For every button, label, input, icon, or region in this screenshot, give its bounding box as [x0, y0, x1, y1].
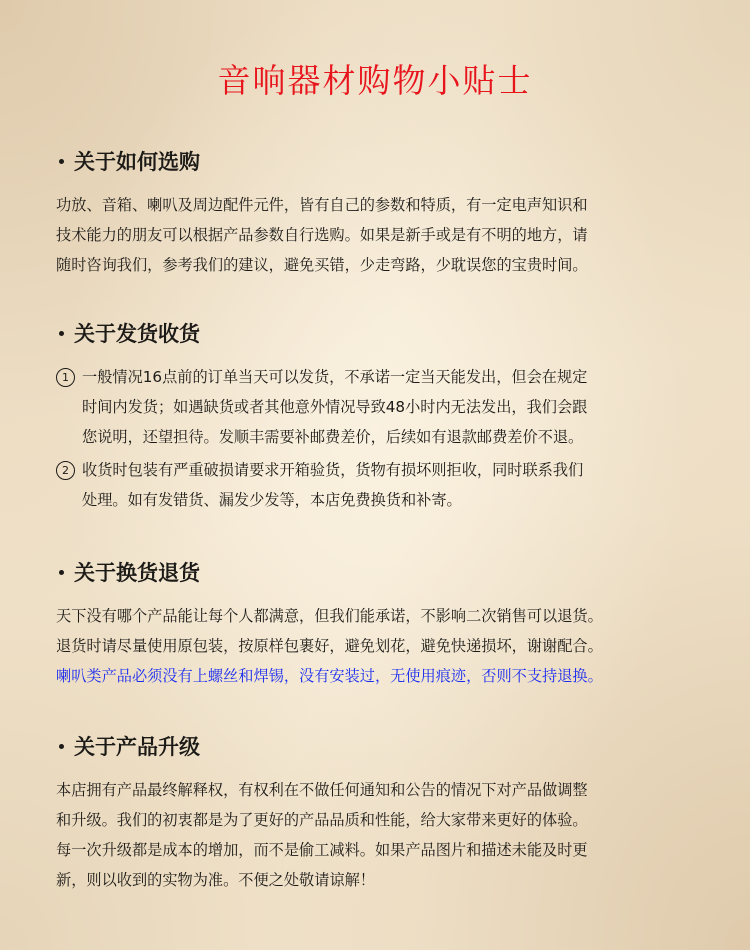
section-paragraph [56, 601, 706, 691]
section-heading-text: 关于如何选购 [74, 150, 200, 174]
section-heading [56, 318, 706, 350]
section-shipping [56, 318, 706, 515]
paragraph-line: 退货时请尽量使用原包装，按原样包裹好，避免划花，避免快递损坏，谢谢配合。 [56, 637, 603, 655]
section-paragraph [56, 775, 706, 895]
section-heading [56, 731, 706, 763]
section-heading [56, 146, 706, 178]
paragraph-line: 和升级。我们的初衷都是为了更好的产品品质和性能，给大家带来更好的体验。 [56, 811, 588, 829]
list-item-line: 您说明，还望担待。发顺丰需要补邮费差价，后续如有退款邮费差价不退。 [82, 428, 584, 446]
paragraph-line: 每一次升级都是成本的增加，而不是偷工减料。如果产品图片和描述未能及时更 [56, 841, 588, 859]
section-heading-text: 关于换货退货 [74, 561, 200, 585]
section-paragraph [56, 190, 706, 280]
list-item-line: 处理。如有发错货、漏发少发等，本店免费换货和补寄。 [82, 491, 462, 509]
highlight-notice: 喇叭类产品必须没有上螺丝和焊锡，没有安装过，无使用痕迹，否则不支持退换。 [56, 667, 603, 685]
section-how-to-buy [56, 146, 706, 280]
paragraph-line: 新，则以收到的实物为准。不便之处敬请谅解！ [56, 871, 375, 889]
section-heading-text: 关于发货收货 [74, 322, 200, 346]
list-item [56, 362, 706, 452]
circled-number-icon: 2 [56, 461, 75, 480]
section-heading [56, 557, 706, 589]
paragraph-line: 随时咨询我们，参考我们的建议，避免买错，少走弯路，少耽误您的宝贵时间。 [56, 256, 588, 274]
paragraph-line: 技术能力的朋友可以根据产品参数自行选购。如果是新手或是有不明的地方，请 [56, 226, 588, 244]
list-item-line: 收货时包装有严重破损请要求开箱验货，货物有损坏则拒收，同时联系我们 [82, 461, 584, 479]
paragraph-line: 本店拥有产品最终解释权，有权利在不做任何通知和公告的情况下对产品做调整 [56, 781, 588, 799]
section-heading-text: 关于产品升级 [74, 735, 200, 759]
list-item [56, 455, 706, 515]
bullet-dot-icon [59, 744, 64, 749]
paragraph-line: 天下没有哪个产品能让每个人都满意，但我们能承诺，不影响二次销售可以退货。 [56, 607, 603, 625]
bullet-dot-icon [59, 331, 64, 336]
circled-number-icon: 1 [56, 368, 75, 387]
bullet-dot-icon [59, 159, 64, 164]
list-item-line: 时间内发货；如遇缺货或者其他意外情况导致48小时内无法发出，我们会跟 [82, 398, 588, 416]
paragraph-line: 功放、音箱、喇叭及周边配件元件，皆有自己的参数和特质，有一定电声知识和 [56, 196, 588, 214]
page-title: 音响器材购物小贴士 [217, 61, 533, 100]
bullet-dot-icon [59, 570, 64, 575]
list-item-line: 一般情况16点前的订单当天可以发货，不承诺一定当天能发出，但会在规定 [82, 368, 588, 386]
section-returns [56, 557, 706, 691]
section-product-upgrade [56, 731, 706, 895]
